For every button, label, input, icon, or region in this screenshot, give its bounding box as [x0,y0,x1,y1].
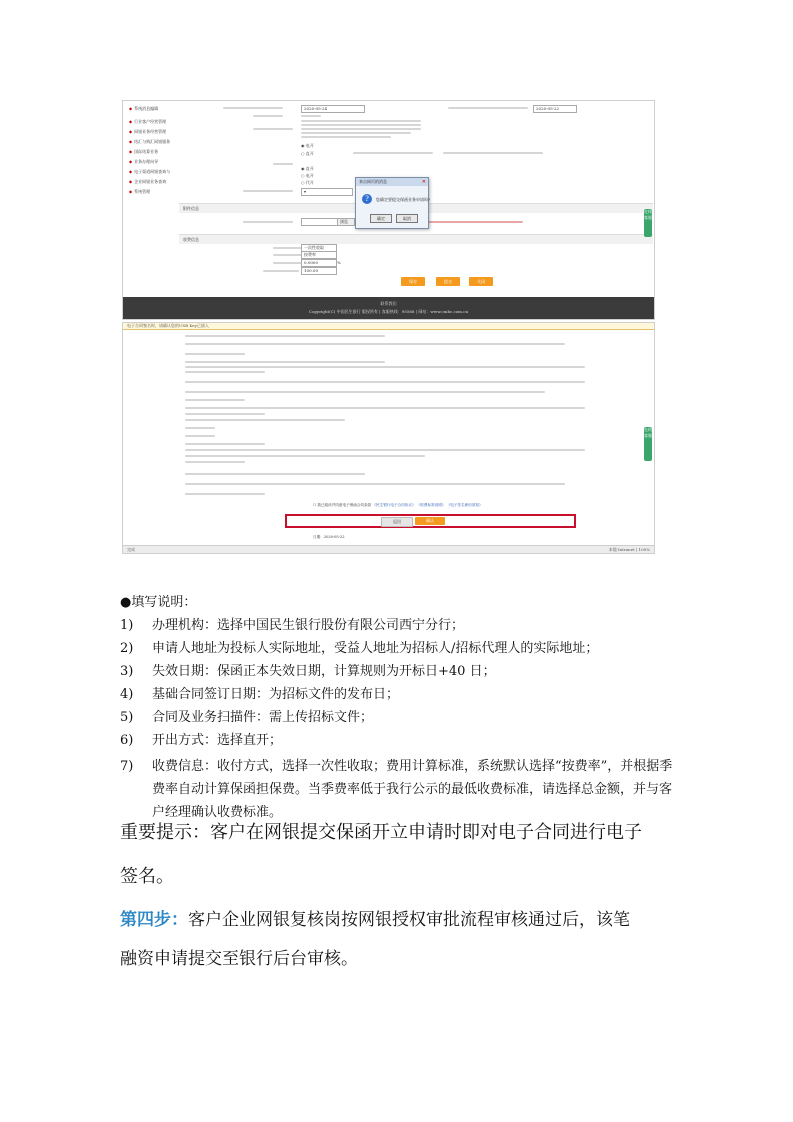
radio-option[interactable]: ○ 电开 [301,173,314,178]
contract-link[interactable]: 《民生银行电子合同协议》 [372,503,416,507]
sidebar-item[interactable]: ◆ 结汇与购汇网银服务 [129,139,171,144]
text-line [448,107,528,109]
important-note-line2: 签名。 [120,866,174,887]
text-line [301,120,421,122]
text-line [423,221,523,223]
back-button[interactable]: 返回 [381,517,413,527]
text-line [185,413,265,415]
contract-sign-date-field[interactable]: 2020-05-22 [533,105,577,113]
text-line [185,443,265,445]
date-label: 日期：2020-05-22 [313,535,345,539]
sidebar-menu [123,101,179,201]
text-line [223,107,283,109]
text-line [185,353,245,355]
text-line [185,449,585,451]
text-line [185,427,215,429]
text-line [185,399,245,401]
notice-bar: 电子合同签名时，请确认您的USB Key已插入 [123,323,655,330]
close-button[interactable]: 关闭 [469,277,493,286]
status-bar [123,545,654,554]
agree-checkbox[interactable]: ☐ [313,503,318,507]
confirm-button[interactable]: 确认 [415,517,445,525]
text-line [273,247,303,249]
contract-screenshot [122,322,655,554]
sidebar-item[interactable]: ◆ 企业网银业务查询 [129,179,167,184]
online-service-tab[interactable]: 在线客服 [644,209,652,237]
radio-option[interactable]: ◉ 直开 [301,166,314,171]
text-line [185,371,265,373]
important-note-line1: 重要提示：客户在网银提交保函开立申请时即对电子合同进行电子 [120,822,642,843]
text-line [185,407,585,409]
sidebar-item[interactable]: ◆ 系统消息编辑 [129,106,159,111]
sidebar-item[interactable]: ◆ 网银业务经营管理 [129,129,167,134]
text-line [253,128,293,130]
text-line [243,221,293,223]
sidebar-item[interactable]: ◆ 国际结算业务 [129,149,159,154]
rate-unit: % [337,260,341,265]
text-line [301,136,391,138]
text-line [301,132,411,134]
payment-method-select[interactable]: 一次性收取 [301,244,337,252]
fee-rate-input[interactable]: 0.0000 [301,259,337,267]
confirm-dialog [355,177,429,229]
instructions-heading: ●填写说明： [120,595,197,610]
text-line [185,366,585,368]
text-line [185,335,385,337]
section-header: 附件信息 [179,203,653,213]
submit-button[interactable]: 提交 [436,277,460,286]
text-line [185,493,265,495]
footer-text: Copyright(C) 中国民生银行 版权所有 | 客服热线：95568 | 网站：www.cmbc.com.cn [308,309,469,314]
text-line [185,391,545,393]
text-line [243,190,293,192]
step-four-line2: 融资申请提交至银行后台审核。 [120,949,358,969]
text-line [185,461,245,463]
browse-button[interactable]: 浏览 [337,218,355,226]
text-line [253,115,283,117]
footer-title: 联系我们 [380,301,397,306]
text-line [185,361,385,363]
text-line [443,152,543,154]
radio-option[interactable]: ○ 直开 [301,151,314,156]
text-line [185,455,425,457]
dialog-title: 来自网页的消息 ✕ [356,178,428,186]
radio-option[interactable]: ○ 代开 [301,180,314,185]
dialog-ok-button[interactable]: 确定 [370,214,392,223]
institution-select[interactable]: ▾ [301,188,353,196]
radio-option[interactable]: ◉ 电开 [301,143,314,148]
text-line [185,435,215,437]
text-line [353,152,433,154]
question-icon: ? [362,194,372,204]
step-four-label: 第四步： [120,910,188,930]
form-screenshot [122,100,655,320]
fee-standard-select[interactable]: 按费率 [301,251,337,259]
text-line [185,483,565,485]
agreement-links: ☐ 我已阅读并同意电子保函合同条款 《民生银行电子合同协议》 《收费标准说明》 《电子签名使用须知》 [313,503,483,507]
text-line [273,254,303,256]
text-line [301,115,321,117]
step-four-line1: 第四步：客户企业网银复核岗按网银授权审批流程审核通过后，该笔 [120,910,630,930]
status-right: 本地 Intranet | 100% [608,547,650,552]
guarantee-fee-input[interactable]: 100.00 [301,267,337,275]
page-footer [123,297,654,319]
text-line [185,473,365,475]
save-button[interactable]: 保存 [401,277,425,286]
text-line [273,163,293,165]
online-service-tab[interactable]: 在线客服 [644,427,652,461]
text-line [185,419,345,421]
sidebar-item[interactable]: ◆ 行业客户经营管理 [129,119,167,124]
status-left: 完成 [127,547,135,552]
text-line [273,262,303,264]
signature-link[interactable]: 《电子签名使用须知》 [446,503,483,507]
close-icon[interactable]: ✕ [421,179,426,185]
sidebar-item[interactable]: ◆ 业务办理向导 [129,159,159,164]
sidebar-item[interactable]: ◆ 电子渠道网银查询与 [129,169,171,174]
section-header: 收费信息 [179,234,653,244]
text-line [263,270,299,272]
sidebar-item[interactable]: ◆ 系统管理 [129,189,151,194]
dialog-cancel-button[interactable]: 取消 [396,214,418,223]
dialog-message: 您确定要提交保函业务申请吗? [376,197,431,202]
text-line [185,381,585,383]
text-line [301,128,421,130]
fee-link[interactable]: 《收费标准说明》 [416,503,446,507]
validity-date-field[interactable]: 2020-05-24 [301,105,365,113]
text-line [185,343,565,345]
text-line [301,124,421,126]
